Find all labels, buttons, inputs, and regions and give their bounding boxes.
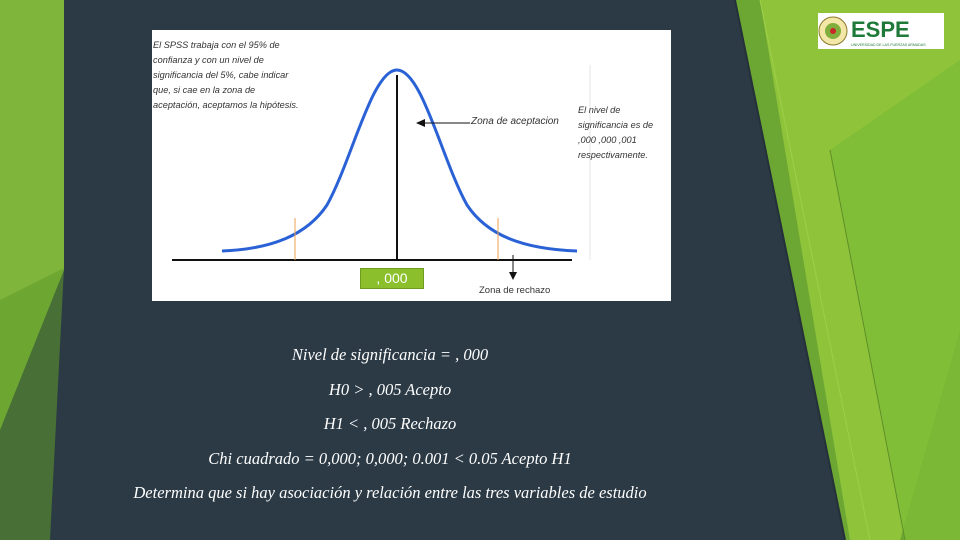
h0-line: H0 > , 005 Acepto — [328, 379, 452, 399]
espe-logo — [818, 13, 944, 49]
rejection-arrow — [509, 255, 517, 280]
conclusion-line: Determina que si hay asociación y relación entre las tres variables de estudio — [133, 483, 647, 502]
logo-subtitle: UNIVERSIDAD DE LAS FUERZAS ARMADAS — [851, 43, 926, 47]
acceptance-arrow — [416, 119, 470, 127]
significance-line: Nivel de significancia = , 000 — [291, 345, 489, 364]
significance-note: El nivel de significancia es de ,000 ,000 ,001 respectivamente. — [578, 105, 654, 160]
conclusion-text — [60, 338, 720, 511]
logo-wordmark: ESPE — [851, 17, 910, 42]
confidence-note: El SPSS trabaja con el 95% de confianza y con un nivel de significancia del 5%, cabe indicar que, si cae en la zona de aceptación, aceptamos la hipótesis. — [153, 40, 299, 110]
normal-distribution-figure — [152, 30, 671, 301]
acceptance-zone-label: Zona de aceptacion — [471, 116, 559, 127]
h1-line: H1 < , 005 Rechazo — [323, 414, 457, 433]
rejection-zone-label: Zona de rechazo — [479, 285, 551, 296]
chi-square-line: Chi cuadrado = 0,000; 0,000; 0.001 < 0.05 Acepto H1 — [208, 448, 572, 468]
p-value-badge: , 000 — [360, 268, 424, 289]
